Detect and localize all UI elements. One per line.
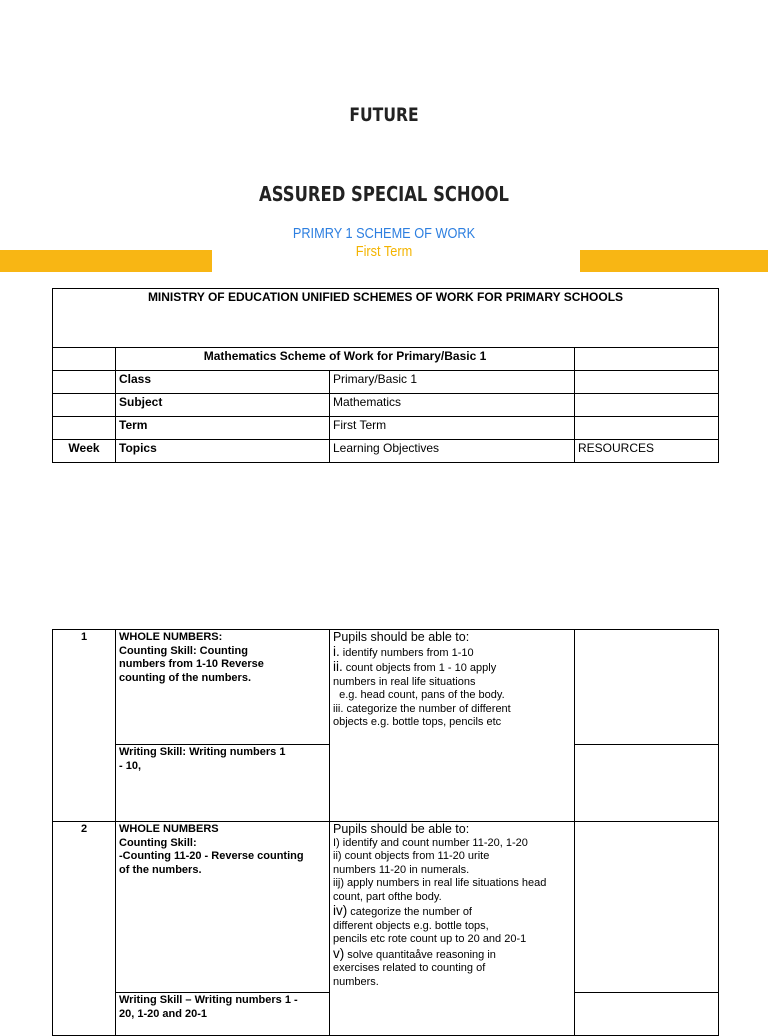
topic-line: 20, 1-20 and 20-1 (119, 1007, 208, 1020)
objective-line: I) identify and count number 11-20, 1-20 (333, 836, 528, 849)
topic-line: WHOLE NUMBERS (119, 823, 219, 835)
topic-line: counting of the numbers. (119, 671, 251, 684)
topic-line: -Counting 11-20 - Reverse counting (119, 850, 304, 862)
subject-row (53, 394, 719, 417)
objective-line (333, 660, 571, 676)
objective-line: numbers in real life situations (333, 675, 476, 688)
resources-header: RESOURCES (575, 440, 719, 463)
empty-cell (575, 394, 719, 417)
class-value: Primary/Basic 1 (330, 371, 575, 394)
objective-line (333, 904, 571, 920)
empty-cell (53, 394, 116, 417)
topic-writing (116, 993, 330, 1036)
term-label: First Term (355, 243, 413, 260)
objective-line: different objects e.g. bottle tops, (333, 919, 489, 932)
week-number: 2 (53, 822, 116, 1036)
objective-line: Pupils should be able to: (333, 630, 470, 644)
objectives-header: Learning Objectives (330, 440, 575, 463)
resources-cell (575, 745, 719, 822)
objective-marker: iv) (333, 903, 348, 918)
week-row (53, 630, 719, 745)
objective-marker: v) (333, 945, 345, 961)
weekly-scheme-table (52, 629, 719, 1036)
topic-counting (116, 630, 330, 745)
objective-line: Pupils should be able to: (333, 822, 470, 836)
objective-line: numbers 11-20 in numerals. (333, 863, 470, 876)
scheme-header-table (52, 288, 719, 463)
topic-line: WHOLE NUMBERS: (119, 631, 223, 643)
empty-cell (53, 417, 116, 440)
topic-line: Writing Skill – Writing numbers 1 - (119, 994, 298, 1006)
week-header: Week (53, 440, 116, 463)
scheme-subtitle: Mathematics Scheme of Work for Primary/Basic 1 (116, 348, 575, 371)
objective-text: count objects from 1 - 10 apply (342, 662, 497, 674)
week-row (53, 822, 719, 993)
term-row-label: Term (116, 417, 330, 440)
objective-line: iij) apply numbers in real life situations head (333, 877, 547, 889)
learning-objectives (330, 630, 575, 822)
topic-line: - 10, (119, 759, 142, 772)
objective-line: objects e.g. bottle tops, pencils etc (333, 716, 502, 728)
topic-line: of the numbers. (119, 863, 202, 876)
topic-counting (116, 822, 330, 993)
empty-cell (575, 348, 719, 371)
objective-marker: ii. (333, 659, 343, 674)
resources-cell (575, 822, 719, 993)
topic-line: Counting Skill: Counting (119, 644, 248, 657)
objective-line: ii) count objects from 11-20 urite (333, 850, 490, 862)
subtitle-row (53, 348, 719, 371)
objective-line: iii. categorize the number of different (333, 702, 511, 715)
topic-line: Writing Skill: Writing numbers 1 (119, 746, 286, 758)
objective-line: exercises related to counting of (333, 962, 486, 974)
objective-line: count, part ofthe body. (333, 890, 442, 903)
ministry-title: MINISTRY OF EDUCATION UNIFIED SCHEMES OF WORK FOR PRIMARY SCHOOLS (53, 289, 719, 348)
term-row (53, 417, 719, 440)
topics-header: Topics (116, 440, 330, 463)
objective-text: solve quantitaåve reasoning in (344, 948, 496, 961)
resources-cell (575, 993, 719, 1036)
subject-label: Subject (116, 394, 330, 417)
objective-line: numbers. (333, 975, 379, 988)
class-label: Class (116, 371, 330, 394)
topic-writing (116, 745, 330, 822)
week-number: 1 (53, 630, 116, 822)
resources-cell (575, 630, 719, 745)
objective-line (333, 645, 571, 661)
empty-cell (575, 371, 719, 394)
objective-line: e.g. head count, pans of the body. (333, 689, 505, 701)
topic-line: numbers from 1-10 Reverse (119, 658, 264, 670)
objective-text: identify numbers from 1-10 (339, 646, 474, 659)
school-type: ASSURED SPECIAL SCHOOL (259, 182, 509, 206)
learning-objectives (330, 822, 575, 1036)
empty-cell (53, 348, 116, 371)
topic-line: Counting Skill: (119, 836, 197, 849)
class-row (53, 371, 719, 394)
column-header-row (53, 440, 719, 463)
scheme-title: PRIMRY 1 SCHEME OF WORK (292, 225, 476, 242)
empty-cell (575, 417, 719, 440)
school-name: FUTURE (349, 104, 419, 126)
ministry-row (53, 289, 719, 348)
objective-marker: i. (333, 643, 340, 659)
term-row-value: First Term (330, 417, 575, 440)
subject-value: Mathematics (330, 394, 575, 417)
objective-text: categorize the number of (347, 906, 472, 918)
objective-line: pencils etc rote count up to 20 and 20-1 (333, 933, 527, 945)
empty-cell (53, 371, 116, 394)
objective-line (333, 947, 571, 963)
